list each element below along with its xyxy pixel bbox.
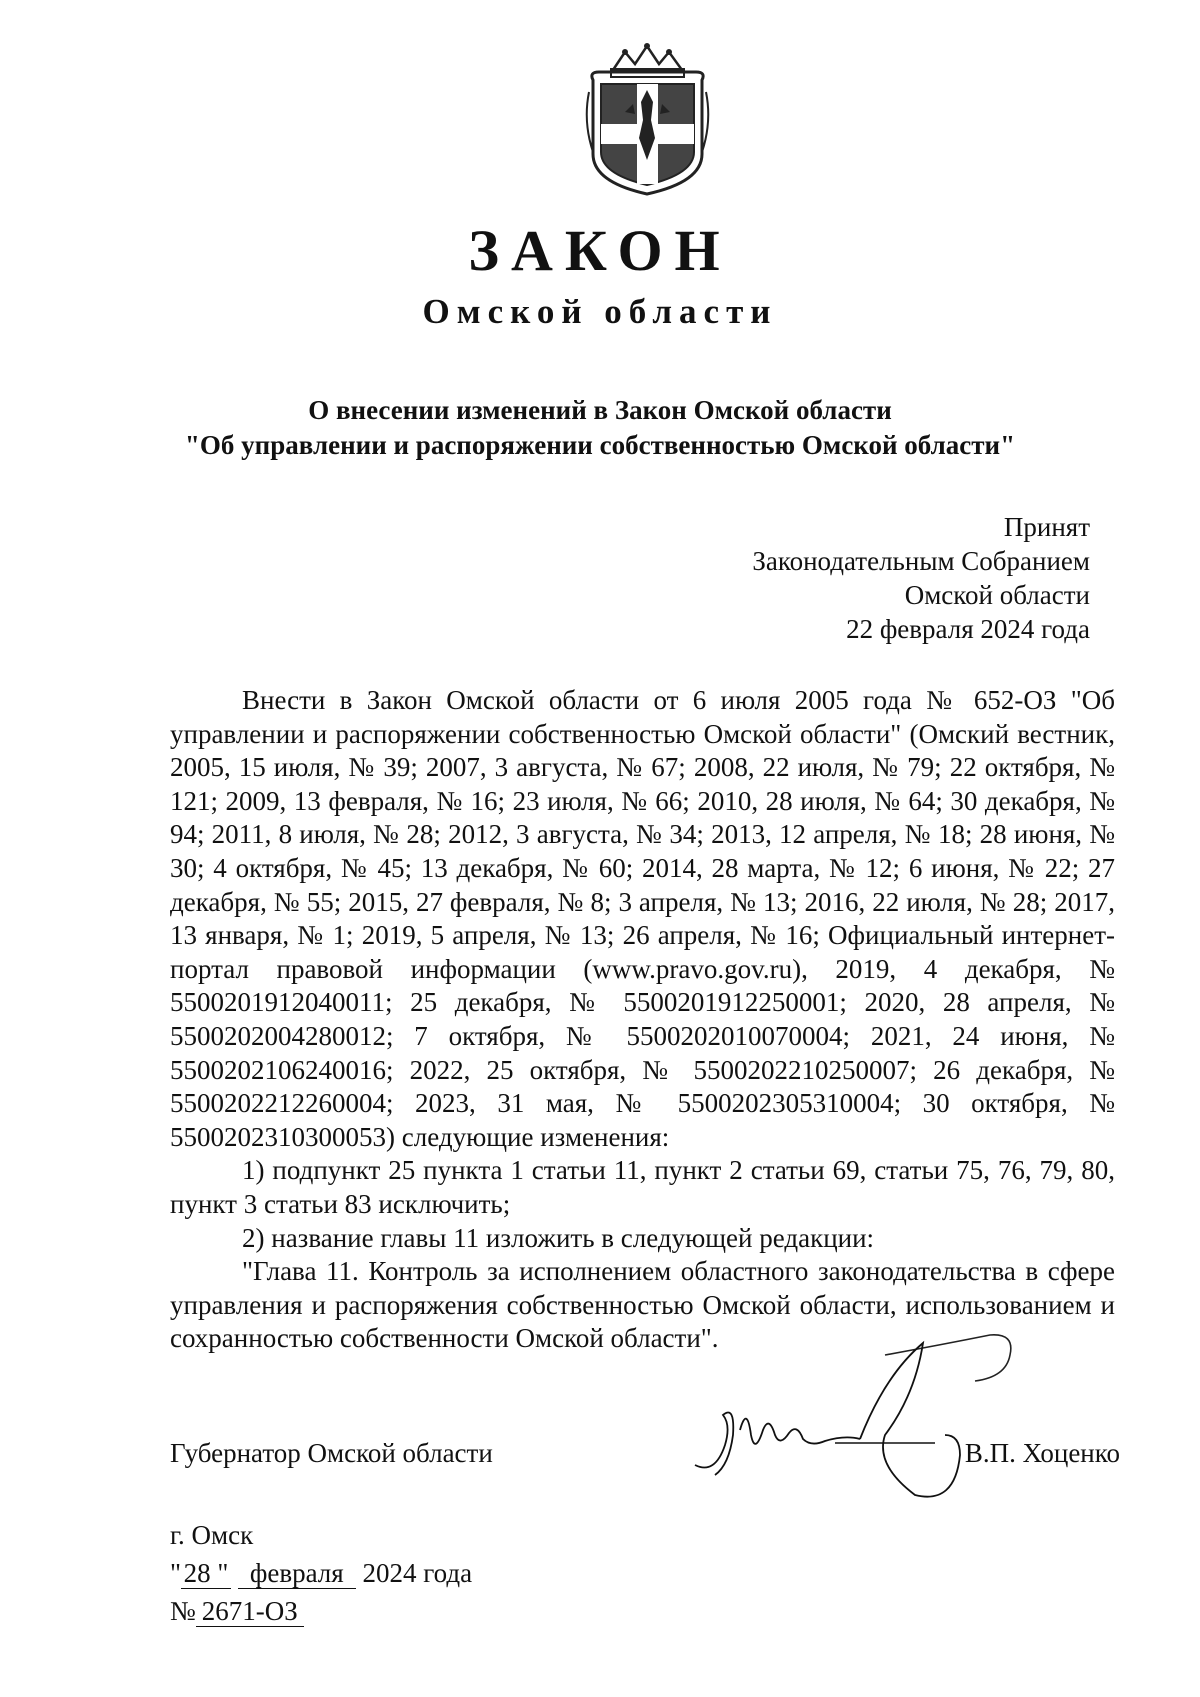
adoption-date: 22 февраля 2024 года <box>846 614 1090 644</box>
date-year: 2024 года <box>362 1558 473 1588</box>
number-sign: № <box>170 1596 196 1626</box>
document-title: ЗАКОН <box>468 218 732 283</box>
body-paragraph-4: "Глава 11. Контроль за исполнением областного законодательства в сфере управления и распоряжения собственностью Омской области, использованием и сохранностью собственности Омской области". <box>170 1256 1115 1354</box>
body-paragraph-2: 1) подпункт 25 пункта 1 статьи 11, пункт 2 статьи 69, статьи 75, 76, 79, 80, пункт 3 статьи 83 исключить; <box>170 1155 1115 1219</box>
law-name-line-2: "Об управлении и распоряжении собственностью Омской области" <box>184 430 1016 460</box>
body-paragraph-3: 2) название главы 11 изложить в следующей редакции: <box>242 1222 875 1253</box>
adoption-line-1: Принят <box>1003 512 1090 542</box>
body-paragraph-1: Внести в Закон Омской области от 6 июля 2005 года № 652-ОЗ "Об управлении и распоряжении собственностью Омской области" (Омский вестник, 2005, 15 июля, № 39; 2007, 3 августа, № 67; 2008, 22 июля, № 79; 22 октября, № 121; 2009, 13 февраля, № 16; 23 июля, № 66; 2010, 28 июля, № 64; 30 декабря, № 94; 2011, 8 июля, № 28; 2012, 3 августа, № 34; 2013, 12 апреля, № 18; 28 июня, № 30; 4 октября, № 45; 13 декабря, № 60; 2014, 28 марта, № 12; 6 июня, № 22; 27 декабря, № 55; 2015, 27 февраля, № 8; 3 апреля, № 13; 2016, 22 июля, № 28; 2017, 13 января, № 1; 2019, 5 апреля, № 13; 26 апреля, № 16; Официальный интернет-портал правовой информации (www.pravo.gov.ru), 2019, 4 декабря, № 5500201912040011; 25 декабря, № 5500201912250001; 2020, 28 апреля, № 5500202004280012; 7 октября, № 5500202010070004; 2021, 24 июня, № 5500202106240016; 2022, 25 октября, № 5500202210250007; 26 декабря, № 5500202212260004; 2023, 31 мая, № 5500202305310004; 30 октября, № 5500202310300053) следующие изменения: <box>170 685 1115 1152</box>
law-name-line-1: О внесении изменений в Закон Омской области <box>308 395 892 425</box>
signing-date <box>170 1556 472 1590</box>
adoption-line-2: Законодательным Собранием <box>752 546 1090 576</box>
signature-position: Губернатор Омской области <box>170 1438 493 1468</box>
date-month: февраля <box>238 1558 356 1589</box>
law-number-line <box>170 1594 304 1628</box>
adoption-line-3: Омской области <box>904 580 1090 610</box>
city: г. Омск <box>170 1520 254 1550</box>
law-body <box>170 684 1115 1356</box>
document-subtitle: Омской области <box>422 292 778 331</box>
date-open-quote: " <box>170 1558 182 1588</box>
law-number: 2671-ОЗ <box>196 1596 304 1627</box>
adoption-block <box>752 510 1090 646</box>
signatory-name: В.П. Хоценко <box>964 1438 1120 1468</box>
coat-of-arms-icon <box>585 42 710 197</box>
law-name <box>0 393 1200 463</box>
date-day: 28 " <box>181 1558 231 1589</box>
handwritten-signature <box>685 1335 985 1515</box>
